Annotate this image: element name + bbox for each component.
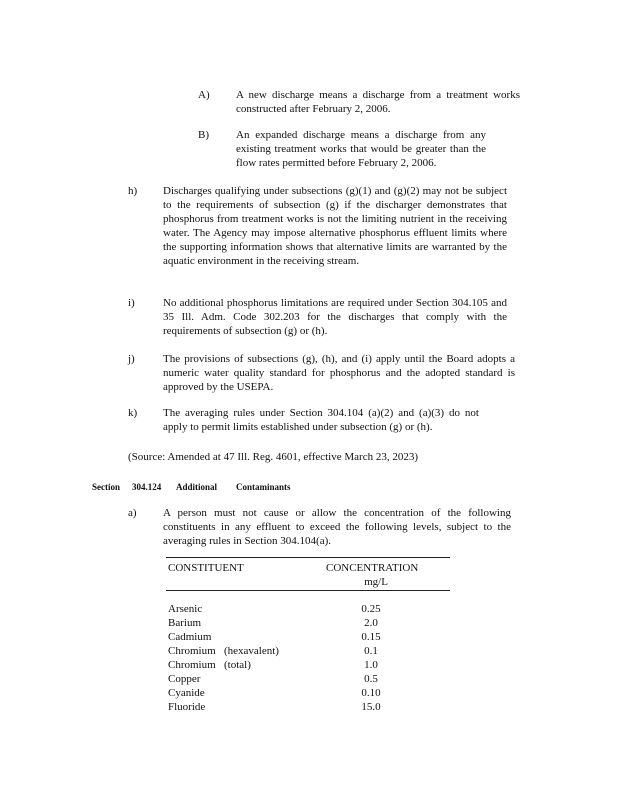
item-k-label: k) xyxy=(128,407,138,419)
section-prefix: Section xyxy=(92,482,120,492)
table-row xyxy=(168,616,388,630)
section-title-word2: Contaminants xyxy=(236,482,291,492)
constituent-value: 0.5 xyxy=(364,673,378,685)
item-i-label: i) xyxy=(128,297,135,309)
constituent-value: 0.10 xyxy=(361,687,381,699)
constituent-value: 0.1 xyxy=(364,645,378,657)
constituent-value: 0.25 xyxy=(361,603,381,615)
constituent-name: Cadmium xyxy=(168,631,212,643)
constituent-name: Barium xyxy=(168,617,201,629)
table-row xyxy=(168,700,388,714)
subitem-b-label: B) xyxy=(198,129,209,141)
source-note: (Source: Amended at 47 Ill. Reg. 4601, effective March 23, 2023) xyxy=(128,451,418,463)
item-i-text: No additional phosphorus limitations are required under Section 304.105 and 35 Ill. Adm. Code 302.203 for the discharges that comply with the requirements of subsection (g) or (h). xyxy=(163,297,507,337)
table-header-constituent: CONSTITUENT xyxy=(168,562,244,574)
constituent-qualifier: (hexavalent) xyxy=(224,645,279,657)
section-title-word1: Additional xyxy=(176,482,218,492)
section-a-text: A person must not cause or allow the concentration of the following constituents in any effluent to exceed the following levels, subject to the averaging rules in Section 304.104(a). xyxy=(163,507,511,547)
constituent-qualifier: (total) xyxy=(224,659,251,671)
constituent-name: Chromium xyxy=(168,645,216,657)
item-h-text: Discharges qualifying under subsections (g)(1) and (g)(2) may not be subject to the requirements of subsection (g) if the discharger demonstrates that phosphorus from treatment works is not the limiting nutrient in the receiving water. The Agency may impose alternative phosphorus effluent limits where the supporting information shows that alternative limits are warranted by the aquatic environment in the receiving stream. xyxy=(163,185,507,267)
constituent-value: 0.15 xyxy=(361,631,381,643)
item-j-text: The provisions of subsections (g), (h), and (i) apply until the Board adopts a numeric water quality standard for phosphorus and the adopted standard is approved by the USEPA. xyxy=(163,353,515,393)
constituent-value: 1.0 xyxy=(364,659,378,671)
constituent-name: Arsenic xyxy=(168,603,203,615)
table-row xyxy=(168,672,388,686)
constituent-name: Cyanide xyxy=(168,687,205,699)
table-row xyxy=(168,658,388,672)
section-number: 304.124 xyxy=(132,482,162,492)
table-header-unit: mg/L xyxy=(364,576,388,588)
item-k-text: The averaging rules under Section 304.104 (a)(2) and (a)(3) do not apply to permit limits established under subsection (g) or (h). xyxy=(163,407,479,433)
item-h-label: h) xyxy=(128,185,138,197)
section-a-label: a) xyxy=(128,507,137,519)
constituent-name: Chromium xyxy=(168,659,216,671)
constituent-value: 15.0 xyxy=(361,701,381,713)
table-row xyxy=(168,630,388,644)
table-header-concentration: CONCENTRATION xyxy=(326,562,419,574)
subitem-a-text: A new discharge means a discharge from a treatment works constructed after February 2, 2006. xyxy=(236,89,520,115)
item-j-label: j) xyxy=(128,353,135,365)
table-row xyxy=(168,686,388,700)
table-row xyxy=(168,602,388,616)
table-top-rule xyxy=(166,557,450,558)
constituent-value: 2.0 xyxy=(364,617,378,629)
table-header-rule xyxy=(166,590,450,591)
table-row xyxy=(168,644,388,658)
constituent-name: Fluoride xyxy=(168,701,206,713)
subitem-a-label: A) xyxy=(198,89,210,101)
subitem-b-text: An expanded discharge means a discharge from any existing treatment works that would be greater than the flow rates permitted before February 2, 2006. xyxy=(236,129,486,169)
constituent-name: Copper xyxy=(168,673,201,685)
